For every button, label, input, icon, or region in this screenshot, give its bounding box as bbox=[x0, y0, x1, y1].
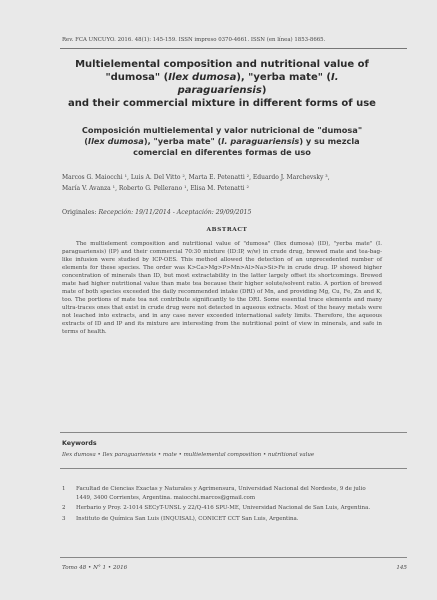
affiliation-notes bbox=[62, 485, 382, 525]
keywords-heading: Keywords bbox=[62, 440, 97, 447]
title-en-line-3: and their commercial mixture in different forms of use bbox=[68, 98, 376, 109]
footer-rule bbox=[60, 557, 407, 558]
issue-info: Tomo 48 • N° 1 • 2016 bbox=[62, 565, 128, 571]
title-es-line-3: comercial en diferentes formas de uso bbox=[133, 147, 311, 157]
note-text: Herbario y Proy. 2-1014 SECyT-UNSL y 22/Q-416 SPU-ME, Universidad Nacional de San Luis, Argentina. bbox=[76, 505, 371, 511]
dates-values: Recepción: 19/11/2014 - Aceptación: 29/09/2015 bbox=[98, 209, 252, 216]
note-text: Facultad de Ciencias Exactas y Naturales y Agrimensura, Universidad Nacional del Nordeste, 9 de julio 1449, 3400 Corrientes, Argentina. maiocchi.marcos@gmail.com bbox=[76, 486, 366, 501]
authors-line-1: Marcos G. Maiocchi ¹, Luis A. Del Vitto ², Marta E. Petenatti ², Eduardo J. Marchevsky ³, bbox=[62, 174, 330, 181]
title-es-text: ) y su mezcla bbox=[299, 136, 360, 146]
title-es-line-1: Composición multielemental y valor nutricional de "dumosa" bbox=[81, 125, 363, 135]
title-es-text: ( bbox=[84, 136, 89, 146]
species-name: I. paraguariensis bbox=[221, 136, 300, 146]
title-en-line-2 bbox=[62, 71, 382, 97]
note-number: 1 bbox=[62, 486, 66, 492]
affiliation-note bbox=[62, 504, 382, 513]
keywords-top-rule bbox=[60, 432, 407, 433]
page-number: 145 bbox=[396, 565, 407, 571]
abstract-heading: ABSTRACT bbox=[206, 227, 248, 233]
keywords-text: Ilex dumosa • Ilex paraguariensis • mate • multielemental composition • nutritional value bbox=[62, 452, 315, 458]
title-english bbox=[62, 58, 382, 110]
affiliation-note bbox=[62, 485, 382, 502]
journal-citation: Rev. FCA UNCUYO. 2016. 48(1): 145-159. ISSN impreso 0370-4661. ISSN (en línea) 1853-8665. bbox=[62, 37, 326, 43]
species-name: Ilex dumosa bbox=[168, 72, 237, 83]
title-en-line-1: Multielemental composition and nutritional value of bbox=[75, 59, 369, 70]
keywords-bottom-rule bbox=[60, 468, 407, 469]
keywords-list bbox=[62, 452, 392, 458]
abstract-text: The multielement composition and nutritional value of "dumosa" (Ilex dumosa) (ID), "yerba mate" (I. paraguariensis) (IP) and their commercial 70:30 mixture (ID:IP, w/w) in crude drug, brewed mate and tea-bag-like infusion were studied by ICP-OES. This method allowed the detection of an unprecedented number of elements for these species. The order was K>Ca>Mg>P>Mn>Al>Na>Si>Fe in crude drug. IP showed higher concentration of minerals than ID, but most extractability in the latter largely offset its shortcomings. Brewed mate had higher nutritional value than mate tea because their higher solute/solvent ratio. A portion of brewed mate of both species exceeded the daily recommended intake (DRI) of Mn, and providing Mg, Cu, Fe, Zn and K, too. The portions of mate tea not contribute significantly to the DRI. Some essential trace elements and many ultra-traces ones that exist in crude drug were not detected in aqueous extracts. Most of the heavy metals were not leached into extracts, and in any case never exceeded international safety limits. Therefore, the aqueous extracts of ID and IP and its mixture are interesting from the nutritional point of view in minerals, and safe in terms of health. bbox=[62, 241, 382, 335]
title-es-line-2 bbox=[62, 136, 382, 147]
submission-dates bbox=[62, 209, 251, 216]
species-name: I. paraguariensis bbox=[177, 72, 339, 96]
title-en-text: ), "yerba mate" ( bbox=[236, 72, 332, 83]
note-number: 2 bbox=[62, 505, 66, 511]
title-en-text: ) bbox=[261, 85, 267, 96]
dates-label: Originales: bbox=[62, 209, 99, 216]
title-spanish bbox=[62, 125, 382, 158]
affiliation-note bbox=[62, 515, 382, 524]
abstract-body bbox=[62, 240, 382, 336]
header-rule bbox=[60, 48, 407, 49]
note-text: Instituto de Química San Luis (INQUISAL), CONICET CCT San Luis, Argentina. bbox=[76, 515, 299, 522]
note-number: 3 bbox=[62, 515, 66, 522]
author-list bbox=[62, 172, 392, 194]
title-es-text: ), "yerba mate" ( bbox=[143, 136, 222, 146]
authors-line-2: María V. Avanza ¹, Roberto G. Pellerano ¹, Elisa M. Petenatti ² bbox=[62, 185, 249, 192]
species-name: Ilex dumosa bbox=[88, 136, 144, 146]
title-en-text: "dumosa" ( bbox=[105, 72, 169, 83]
